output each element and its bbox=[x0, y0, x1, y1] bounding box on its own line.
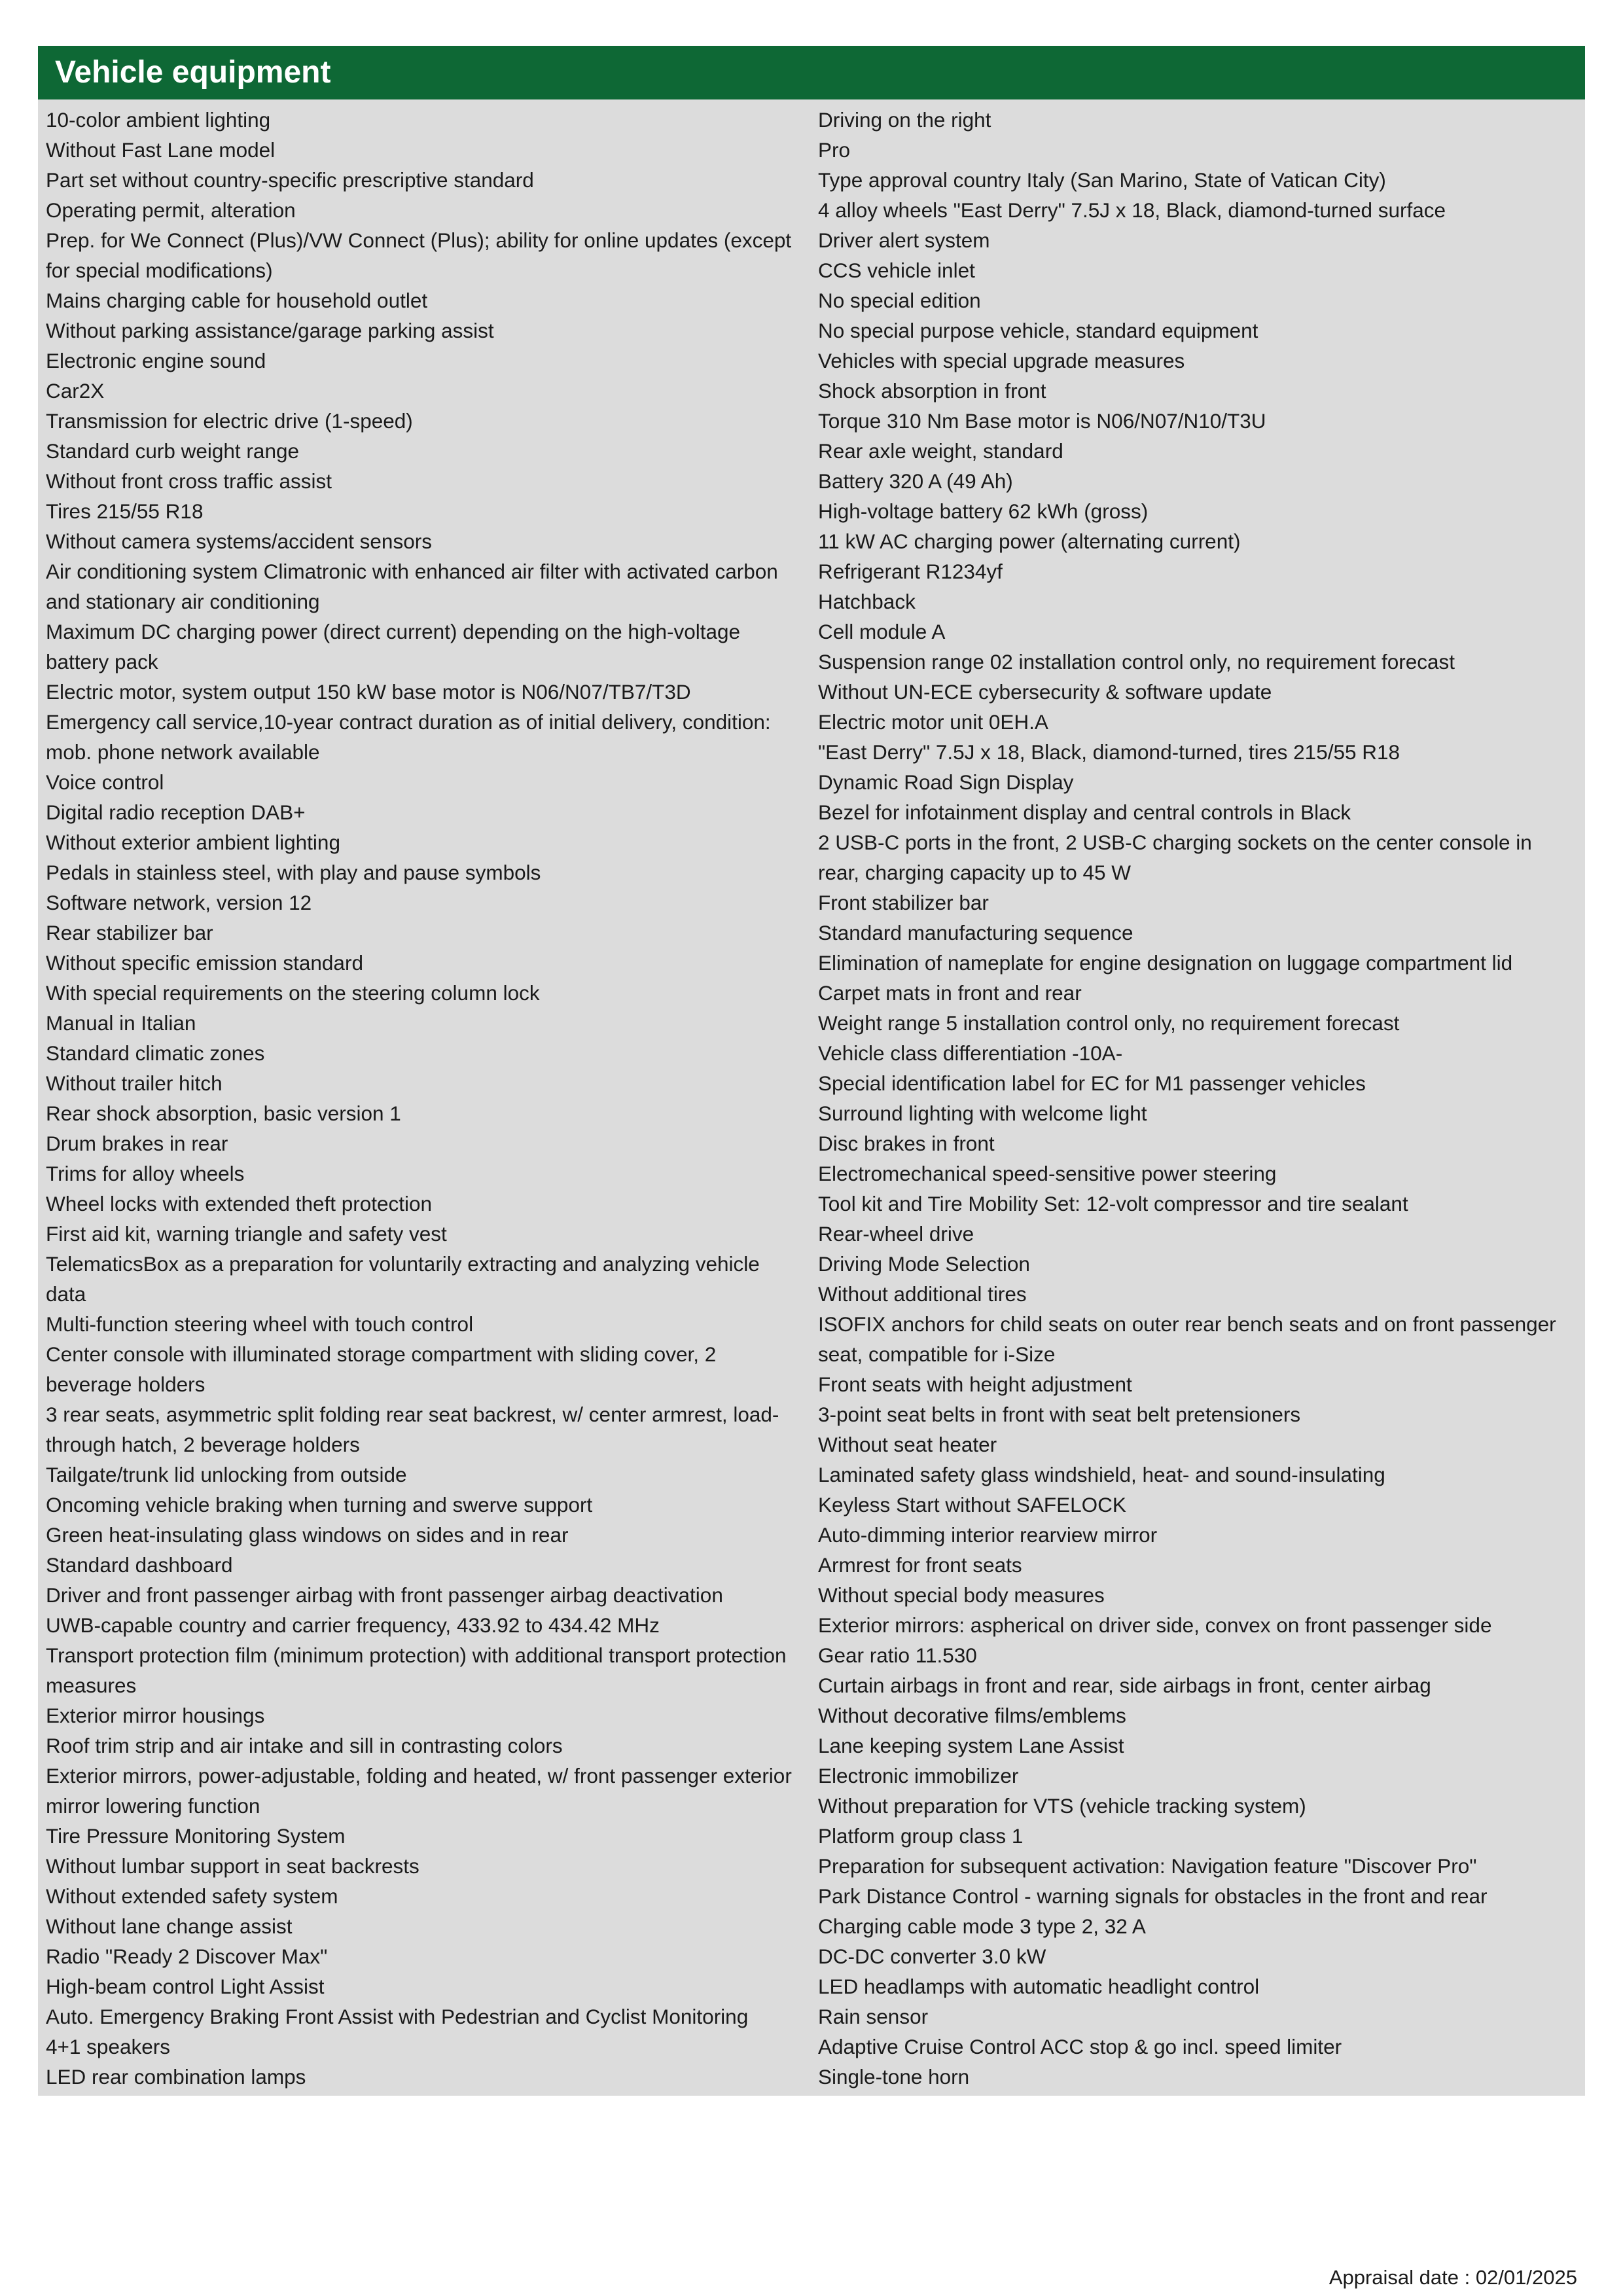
equipment-item: Weight range 5 installation control only, no requirement forecast bbox=[818, 1011, 1400, 1035]
equipment-item: Driver and front passenger airbag with front passenger airbag deactivation bbox=[46, 1583, 723, 1607]
equipment-item: Front seats with height adjustment bbox=[818, 1372, 1132, 1396]
equipment-item: Keyless Start without SAFELOCK bbox=[818, 1493, 1126, 1516]
equipment-item: Without trailer hitch bbox=[46, 1071, 223, 1095]
equipment-item: Rear shock absorption, basic version 1 bbox=[46, 1102, 401, 1125]
equipment-item: Adaptive Cruise Control ACC stop & go incl. speed limiter bbox=[818, 2035, 1342, 2058]
equipment-item: Gear ratio 11.530 bbox=[818, 1643, 977, 1667]
equipment-item: Driving on the right bbox=[818, 108, 991, 132]
equipment-item: Electric motor, system output 150 kW base motor is N06/N07/TB7/T3D bbox=[46, 680, 691, 704]
equipment-item: DC-DC converter 3.0 kW bbox=[818, 1945, 1046, 1968]
equipment-item: High-voltage battery 62 kWh (gross) bbox=[818, 499, 1149, 523]
equipment-item: Without additional tires bbox=[818, 1282, 1027, 1306]
equipment-item: Standard climatic zones bbox=[46, 1041, 265, 1065]
equipment-item: Auto-dimming interior rearview mirror bbox=[818, 1523, 1158, 1547]
equipment-item: High-beam control Light Assist bbox=[46, 1975, 325, 1998]
equipment-item: 10-color ambient lighting bbox=[46, 108, 271, 132]
equipment-item: Without exterior ambient lighting bbox=[46, 831, 340, 854]
equipment-item: Manual in Italian bbox=[46, 1011, 196, 1035]
equipment-item: With special requirements on the steering column lock bbox=[46, 981, 540, 1005]
equipment-item: Dynamic Road Sign Display bbox=[818, 770, 1074, 794]
equipment-item: Rear stabilizer bar bbox=[46, 921, 213, 944]
equipment-item: Electronic immobilizer bbox=[818, 1764, 1019, 1787]
equipment-item: First aid kit, warning triangle and safety vest bbox=[46, 1222, 447, 1246]
equipment-item: Without decorative films/emblems bbox=[818, 1704, 1126, 1727]
equipment-item: "East Derry" 7.5J x 18, Black, diamond-turned, tires 215/55 R18 bbox=[818, 740, 1400, 764]
equipment-item: Roof trim strip and air intake and sill in contrasting colors bbox=[46, 1734, 563, 1757]
equipment-item: Auto. Emergency Braking Front Assist with Pedestrian and Cyclist Monitoring bbox=[46, 2005, 749, 2028]
equipment-item: LED headlamps with automatic headlight control bbox=[818, 1975, 1260, 1998]
equipment-item: Digital radio reception DAB+ bbox=[46, 800, 306, 824]
equipment-item: Driver alert system bbox=[818, 228, 990, 252]
equipment-item: Front stabilizer bar bbox=[818, 891, 989, 914]
equipment-item: Elimination of nameplate for engine designation on luggage compartment lid bbox=[818, 951, 1513, 975]
equipment-item: Suspension range 02 installation control only, no requirement forecast bbox=[818, 650, 1455, 673]
equipment-item: Without Fast Lane model bbox=[46, 138, 276, 162]
equipment-item: Carpet mats in front and rear bbox=[818, 981, 1082, 1005]
equipment-item: Disc brakes in front bbox=[818, 1132, 995, 1155]
equipment-item: Tool kit and Tire Mobility Set: 12-volt compressor and tire sealant bbox=[818, 1192, 1408, 1215]
equipment-item: UWB-capable country and carrier frequency, 433.92 to 434.42 MHz bbox=[46, 1613, 660, 1637]
equipment-item: Green heat-insulating glass windows on sides and in rear bbox=[46, 1523, 569, 1547]
equipment-item: Transmission for electric drive (1-speed) bbox=[46, 409, 413, 433]
equipment-item: Software network, version 12 bbox=[46, 891, 312, 914]
equipment-item: Battery 320 A (49 Ah) bbox=[818, 469, 1013, 493]
equipment-item: Maximum DC charging power (direct current) depending on the high-voltage battery pack bbox=[46, 620, 741, 673]
equipment-item: 3-point seat belts in front with seat belt pretensioners bbox=[818, 1403, 1301, 1426]
equipment-item: Exterior mirror housings bbox=[46, 1704, 265, 1727]
equipment-item: 4 alloy wheels "East Derry" 7.5J x 18, Black, diamond-turned surface bbox=[818, 198, 1446, 222]
equipment-item: Without special body measures bbox=[818, 1583, 1105, 1607]
equipment-item: Wheel locks with extended theft protection bbox=[46, 1192, 433, 1215]
equipment-item: Car2X bbox=[46, 379, 105, 403]
equipment-column-right bbox=[810, 105, 1585, 2092]
equipment-item: Emergency call service,10-year contract duration as of initial delivery, condition: mob. phone network available bbox=[46, 710, 771, 764]
equipment-item: Standard curb weight range bbox=[46, 439, 299, 463]
equipment-item: Driving Mode Selection bbox=[818, 1252, 1030, 1276]
equipment-item: Without lane change assist bbox=[46, 1914, 293, 1938]
equipment-item: Shock absorption in front bbox=[818, 379, 1046, 403]
equipment-item: Park Distance Control - warning signals for obstacles in the front and rear bbox=[818, 1884, 1488, 1908]
equipment-item: Part set without country-specific prescriptive standard bbox=[46, 168, 534, 192]
equipment-column-left bbox=[38, 105, 810, 2092]
equipment-item: LED rear combination lamps bbox=[46, 2065, 306, 2089]
equipment-item: Lane keeping system Lane Assist bbox=[818, 1734, 1124, 1757]
equipment-item: Transport protection film (minimum protection) with additional transport protection measures bbox=[46, 1643, 787, 1697]
equipment-item: Torque 310 Nm Base motor is N06/N07/N10/T3U bbox=[818, 409, 1266, 433]
equipment-item: Oncoming vehicle braking when turning and swerve support bbox=[46, 1493, 593, 1516]
equipment-item: Electronic engine sound bbox=[46, 349, 266, 372]
equipment-item: Without lumbar support in seat backrests bbox=[46, 1854, 419, 1878]
equipment-item: Curtain airbags in front and rear, side airbags in front, center airbag bbox=[818, 1674, 1431, 1697]
equipment-list bbox=[38, 99, 1585, 2096]
equipment-item: Operating permit, alteration bbox=[46, 198, 296, 222]
equipment-item: No special purpose vehicle, standard equipment bbox=[818, 319, 1258, 342]
equipment-item: TelematicsBox as a preparation for voluntarily extracting and analyzing vehicle data bbox=[46, 1252, 760, 1306]
equipment-item: Preparation for subsequent activation: Navigation feature "Discover Pro" bbox=[818, 1854, 1477, 1878]
equipment-item: Platform group class 1 bbox=[818, 1824, 1024, 1848]
equipment-item: Armrest for front seats bbox=[818, 1553, 1022, 1577]
equipment-item: Radio "Ready 2 Discover Max" bbox=[46, 1945, 328, 1968]
equipment-item: Standard manufacturing sequence bbox=[818, 921, 1133, 944]
equipment-item: Without extended safety system bbox=[46, 1884, 338, 1908]
equipment-item: Special identification label for EC for M1 passenger vehicles bbox=[818, 1071, 1366, 1095]
equipment-item: Voice control bbox=[46, 770, 164, 794]
equipment-item: 2 USB-C ports in the front, 2 USB-C charging sockets on the center console in rear, charging capacity up to 45 W bbox=[818, 831, 1532, 884]
equipment-item: CCS vehicle inlet bbox=[818, 259, 975, 282]
section-title: Vehicle equipment bbox=[38, 46, 1585, 99]
vehicle-equipment-section bbox=[38, 46, 1585, 2096]
equipment-item: Rear-wheel drive bbox=[818, 1222, 974, 1246]
equipment-item: ISOFIX anchors for child seats on outer rear bench seats and on front passenger seat, compatible for i-Size bbox=[818, 1312, 1556, 1366]
equipment-item: Prep. for We Connect (Plus)/VW Connect (Plus); ability for online updates (except for special modifications) bbox=[46, 228, 792, 282]
equipment-item: Without UN-ECE cybersecurity & software update bbox=[818, 680, 1272, 704]
equipment-item: Tailgate/trunk lid unlocking from outside bbox=[46, 1463, 407, 1486]
equipment-item: Bezel for infotainment display and central controls in Black bbox=[818, 800, 1351, 824]
equipment-item: Charging cable mode 3 type 2, 32 A bbox=[818, 1914, 1146, 1938]
equipment-item: Without specific emission standard bbox=[46, 951, 363, 975]
equipment-item: Rear axle weight, standard bbox=[818, 439, 1063, 463]
equipment-item: Trims for alloy wheels bbox=[46, 1162, 245, 1185]
equipment-item: Without front cross traffic assist bbox=[46, 469, 332, 493]
equipment-item: Single-tone horn bbox=[818, 2065, 970, 2089]
equipment-item: Hatchback bbox=[818, 590, 916, 613]
equipment-item: Pedals in stainless steel, with play and pause symbols bbox=[46, 861, 541, 884]
equipment-item: Electric motor unit 0EH.A bbox=[818, 710, 1048, 734]
equipment-item: Without seat heater bbox=[818, 1433, 997, 1456]
equipment-item: Multi-function steering wheel with touch control bbox=[46, 1312, 474, 1336]
equipment-item: Cell module A bbox=[818, 620, 946, 643]
equipment-item: 3 rear seats, asymmetric split folding rear seat backrest, w/ center armrest, load-through hatch, 2 beverage holders bbox=[46, 1403, 779, 1456]
equipment-item: Mains charging cable for household outlet bbox=[46, 289, 428, 312]
equipment-item: Vehicles with special upgrade measures bbox=[818, 349, 1185, 372]
equipment-item: Pro bbox=[818, 138, 851, 162]
equipment-item: Exterior mirrors, power-adjustable, folding and heated, w/ front passenger exterior mirror lowering function bbox=[46, 1764, 792, 1818]
equipment-item: Tires 215/55 R18 bbox=[46, 499, 204, 523]
equipment-item: Air conditioning system Climatronic with enhanced air filter with activated carbon and stationary air conditioning bbox=[46, 560, 778, 613]
equipment-item: Standard dashboard bbox=[46, 1553, 233, 1577]
equipment-item: Center console with illuminated storage compartment with sliding cover, 2 beverage holders bbox=[46, 1342, 717, 1396]
equipment-item: Rain sensor bbox=[818, 2005, 929, 2028]
equipment-item: 4+1 speakers bbox=[46, 2035, 170, 2058]
equipment-item: Surround lighting with welcome light bbox=[818, 1102, 1147, 1125]
appraisal-date: Appraisal date : 02/01/2025 bbox=[1329, 2266, 1577, 2289]
equipment-item: 11 kW AC charging power (alternating current) bbox=[818, 529, 1241, 553]
equipment-item: Tire Pressure Monitoring System bbox=[46, 1824, 346, 1848]
equipment-item: Without parking assistance/garage parking assist bbox=[46, 319, 494, 342]
equipment-item: Vehicle class differentiation -10A- bbox=[818, 1041, 1123, 1065]
equipment-item: Exterior mirrors: aspherical on driver side, convex on front passenger side bbox=[818, 1613, 1492, 1637]
equipment-item: Electromechanical speed-sensitive power steering bbox=[818, 1162, 1277, 1185]
equipment-item: Laminated safety glass windshield, heat- and sound-insulating bbox=[818, 1463, 1385, 1486]
equipment-item: Without camera systems/accident sensors bbox=[46, 529, 432, 553]
equipment-item: No special edition bbox=[818, 289, 981, 312]
equipment-item: Drum brakes in rear bbox=[46, 1132, 228, 1155]
equipment-item: Type approval country Italy (San Marino, State of Vatican City) bbox=[818, 168, 1386, 192]
equipment-item: Refrigerant R1234yf bbox=[818, 560, 1003, 583]
equipment-item: Without preparation for VTS (vehicle tracking system) bbox=[818, 1794, 1306, 1818]
